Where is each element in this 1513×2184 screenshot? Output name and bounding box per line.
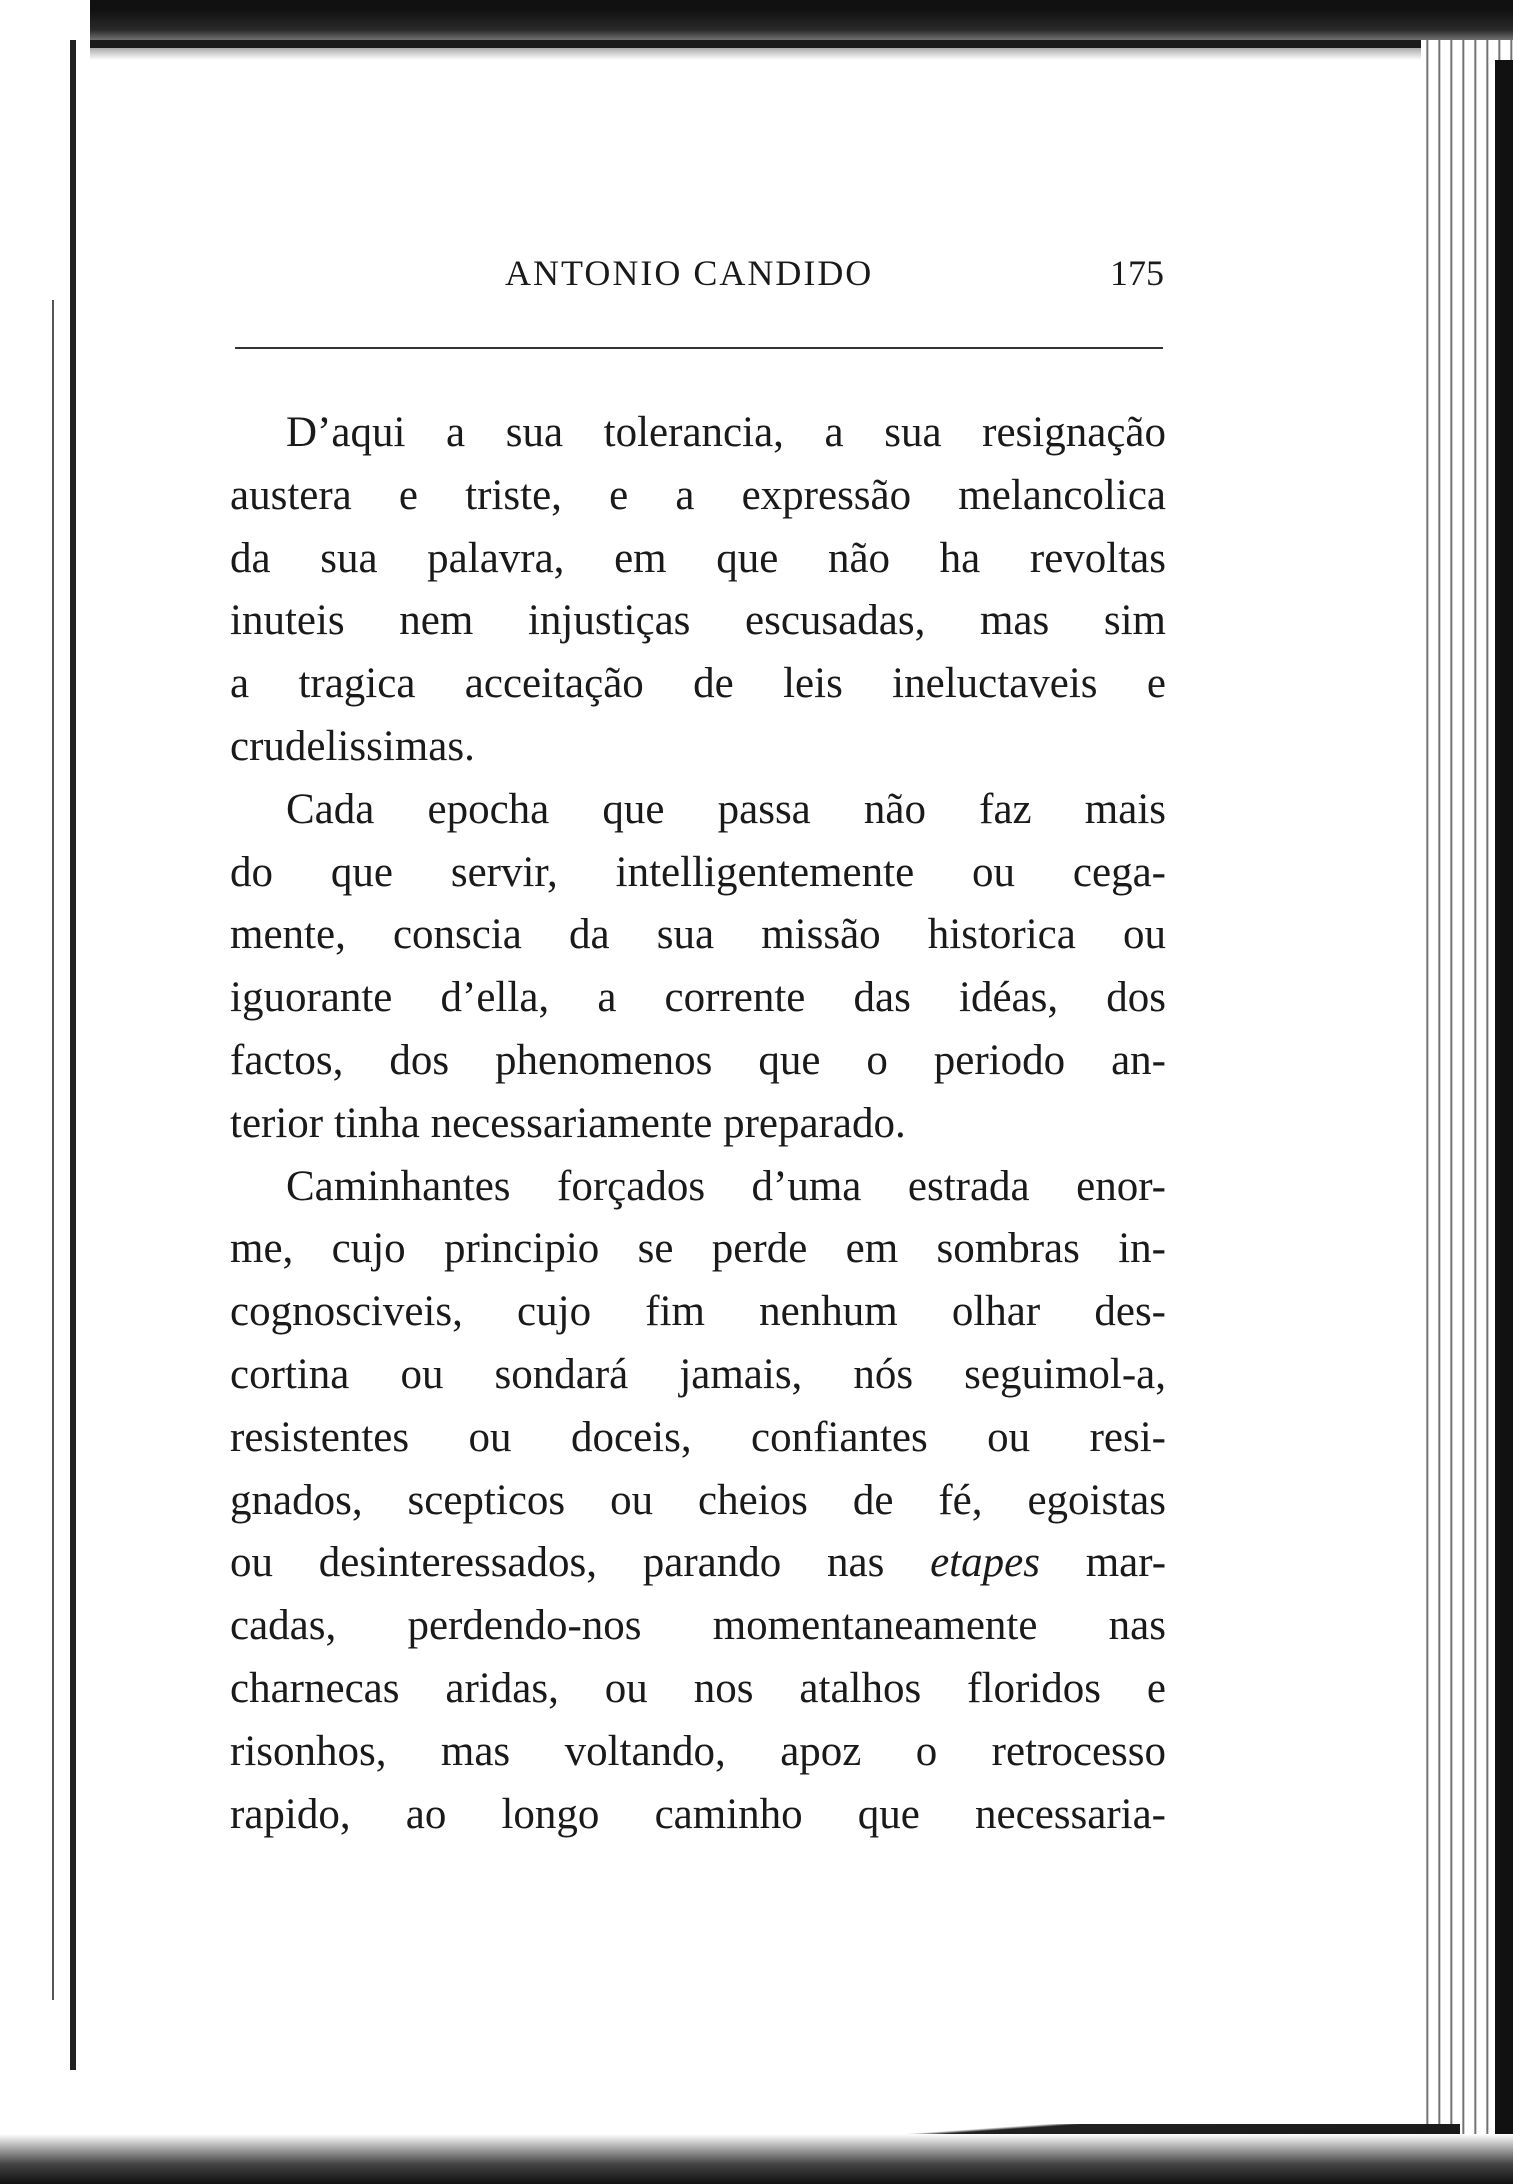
text-line: rapido, ao longo caminho que necessaria- <box>230 1790 1166 1838</box>
body-text <box>230 402 1166 1846</box>
text-line-with-italic <box>230 1532 1166 1595</box>
text-line: inuteis nem injustiças escusadas, mas sim <box>230 597 1166 645</box>
text-line: factos, dos phenomenos que o periodo an- <box>230 1036 1166 1084</box>
text-line: crudelissimas. <box>230 722 475 770</box>
scan-edge-left-rule <box>70 40 76 2070</box>
italic-word: etapes <box>930 1539 1040 1587</box>
text-line: iguorante d’ella, a corrente das idéas, dos <box>230 974 1166 1022</box>
text-fragment: mar- <box>1085 1539 1167 1587</box>
text-line: Caminhantes forçados d’uma estrada enor- <box>286 1162 1166 1210</box>
page-number: 175 <box>1110 253 1164 293</box>
text-line: risonhos, mas voltando, apoz o retrocesso <box>230 1727 1166 1775</box>
scan-edge-right <box>1495 60 1513 2184</box>
text-line: cognosciveis, cujo fim nenhum olhar des- <box>230 1288 1166 1336</box>
header-rule <box>235 347 1163 349</box>
text-fragment: ou desinteressados, parando nas <box>230 1539 885 1587</box>
scan-edge-left <box>0 0 90 2184</box>
text-line: charnecas aridas, ou nos atalhos floridos e <box>230 1664 1166 1712</box>
text-line: da sua palavra, em que não ha revoltas <box>230 534 1166 582</box>
text-line: a tragica acceitação de leis ineluctaveis e <box>230 660 1166 708</box>
scan-edge-top-band <box>0 40 1513 48</box>
scan-edge-bottom <box>0 2134 1513 2184</box>
text-line: cortina ou sondará jamais, nós seguimol-a, <box>230 1350 1166 1398</box>
scan-edge-top <box>0 0 1513 60</box>
text-line: Cada epocha que passa não faz mais <box>286 785 1166 833</box>
text-line: mente, conscia da sua missão historica ou <box>230 911 1166 959</box>
running-head: ANTONIO CANDIDO <box>505 253 874 293</box>
text-line: cadas, perdendo-nos momentaneamente nas <box>230 1602 1166 1650</box>
text-line: terior tinha necessariamente preparado. <box>230 1099 906 1147</box>
text-line: do que servir, intelligentemente ou cega- <box>230 848 1166 896</box>
text-line: austera e triste, e a expressão melancolica <box>230 471 1166 519</box>
text-line: D’aqui a sua tolerancia, a sua resignação <box>286 409 1166 456</box>
text-line: gnados, scepticos ou cheios de fé, egoistas <box>230 1476 1166 1524</box>
scan-edge-left-thin-rule <box>52 300 54 2000</box>
text-line: me, cujo principio se perde em sombras in- <box>230 1225 1166 1273</box>
text-line: resistentes ou doceis, confiantes ou resi- <box>230 1413 1166 1461</box>
